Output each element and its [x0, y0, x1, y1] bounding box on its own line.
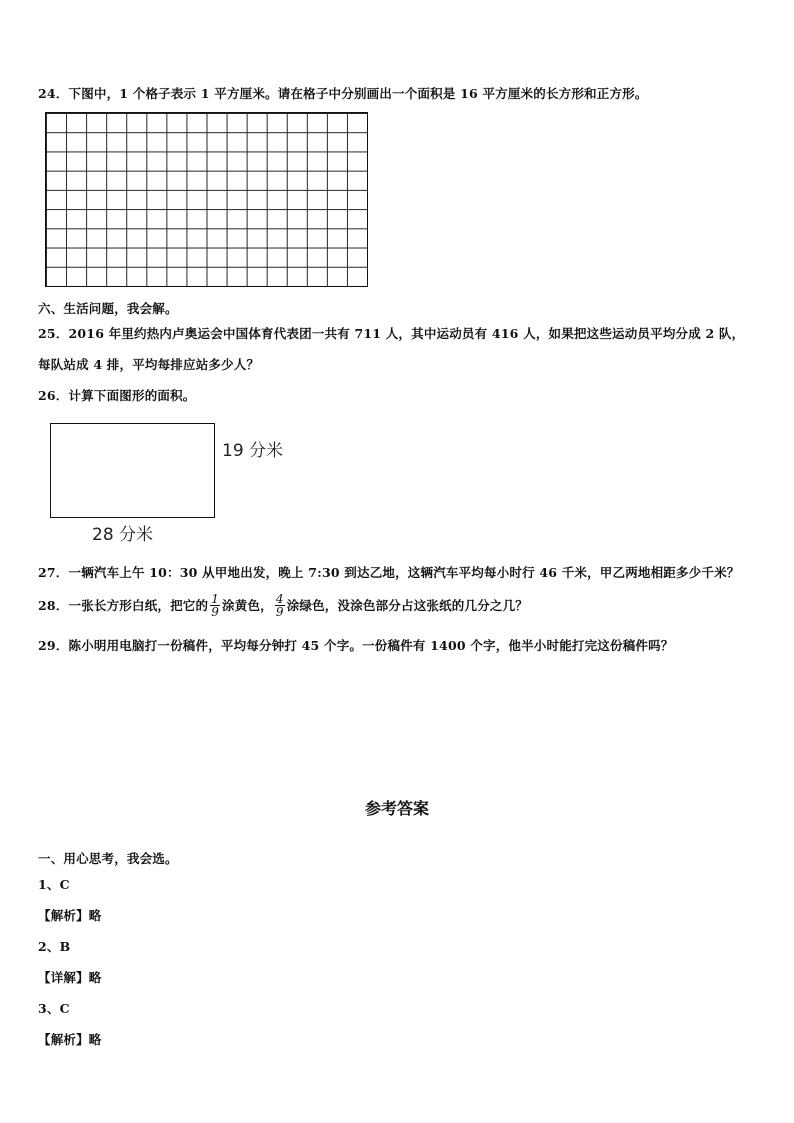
question-28	[38, 594, 528, 619]
fraction-2-denominator: 9	[275, 605, 284, 619]
question-28-part-a: 28．一张长方形白纸，把它的	[38, 598, 209, 613]
fraction-2-numerator: 4	[275, 592, 284, 606]
question-25-line-1: 25．2016 年里约热内卢奥运会中国体育代表团一共有 711 人，其中运动员有 416 人，如果把这些运动员平均分成 2 队，	[38, 326, 745, 341]
section-6-heading: 六、生活问题，我会解。	[38, 301, 178, 316]
answer-key-title: 参考答案	[364, 799, 429, 818]
answer-3: 3、C	[38, 1001, 70, 1016]
fraction-four-ninths	[275, 593, 285, 618]
rectangle-figure	[50, 423, 215, 518]
fraction-1-denominator: 9	[211, 605, 220, 619]
answer-section-1-heading: 一、用心思考，我会选。	[38, 851, 178, 866]
question-27: 27．一辆汽车上午 10：30 从甲地出发，晚上 7:30 到达乙地，这辆汽车平均每小时行 46 千米，甲乙两地相距多少千米？	[38, 565, 740, 580]
answer-1: 1、C	[38, 877, 70, 892]
question-26: 26．计算下面图形的面积。	[38, 388, 196, 403]
answer-3-note: 【解析】略	[38, 1032, 102, 1047]
rectangle-length-label: 28 分米	[92, 525, 154, 545]
answer-2: 2、B	[38, 939, 71, 954]
square-grid[interactable]	[45, 112, 368, 287]
question-29: 29．陈小明用电脑打一份稿件，平均每分钟打 45 个字。一份稿件有 1400 个字，他半小时能打完这份稿件吗？	[38, 638, 674, 653]
answer-2-note: 【详解】略	[38, 970, 102, 985]
question-28-part-b: 涂黄色，	[222, 598, 273, 613]
question-24: 24．下图中，1 个格子表示 1 平方厘米。请在格子中分别画出一个面积是 16 平方厘米的长方形和正方形。	[38, 86, 648, 101]
fraction-1-numerator: 1	[211, 592, 220, 606]
question-25-line-2: 每队站成 4 排，平均每排应站多少人？	[38, 357, 260, 372]
answer-1-note: 【解析】略	[38, 908, 102, 923]
question-28-part-c: 涂绿色，没涂色部分占这张纸的几分之几？	[286, 598, 529, 613]
rectangle-width-label: 19 分米	[222, 441, 284, 461]
fraction-one-ninth	[210, 593, 220, 618]
